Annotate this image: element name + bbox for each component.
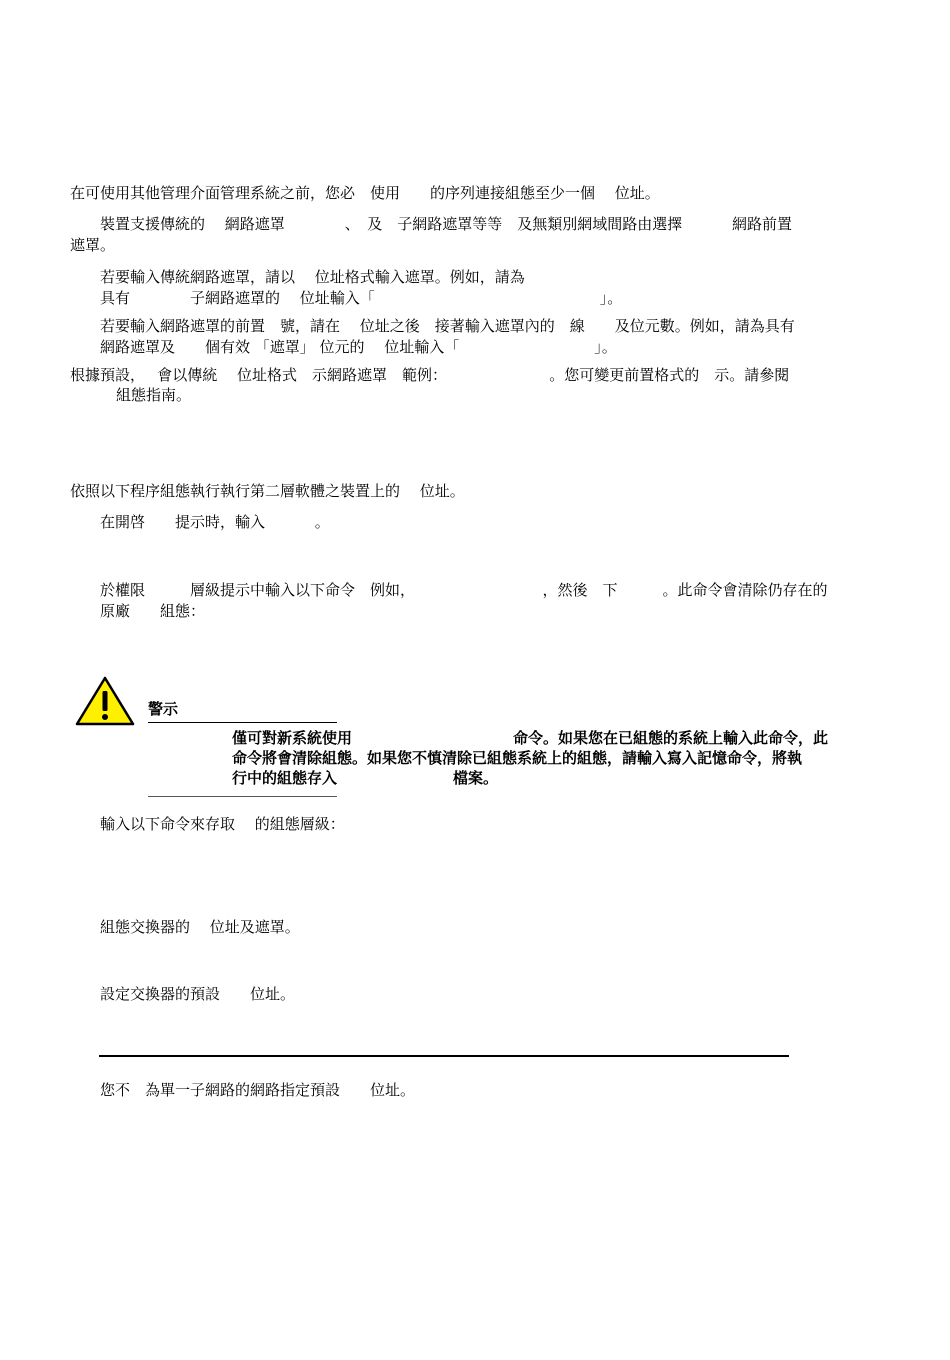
warning-line-3b: 檔案。 (453, 769, 499, 787)
bullet-prefix-mask-line-1: 若要輸入網路遮罩的前置 號，請在 位址之後 接著輸入遮罩內的 線 及位元數。例如，請為具有 (100, 317, 795, 335)
step-1: 在開啓 提示時，輸入 。 (100, 513, 330, 531)
warning-title: 警示 (148, 700, 179, 718)
step-4: 組態交換器的 位址及遮罩。 (100, 918, 300, 936)
warning-line-1b: 命令。如果您在已組態的系統上輸入此命令，此 (513, 729, 829, 747)
step-2-line-2: 原廠 組態： (100, 602, 206, 620)
warning-top-rule (148, 722, 337, 723)
procedure-intro: 依照以下程序組態執行執行第二層軟體之裝置上的 位址。 (70, 482, 465, 500)
intro-line-2a: 裝置支援傳統的 網路遮罩 、 及 子網路遮罩等等 及無類別網域間路由選擇 網路前置 (70, 215, 793, 233)
bullet-classic-mask-line-2: 具有 子網路遮罩的 位址輸入「 」。 (100, 289, 623, 307)
note-text: 您不 為單一子網路的網路指定預設 位址。 (100, 1081, 416, 1099)
default-format-line-1: 根據預設， 會以傳統 位址格式 示網路遮罩 範例： 。您可變更前置格式的 示。請參閱 (70, 366, 790, 384)
warning-line-1a: 僅可對新系統使用 (232, 729, 353, 747)
intro-line-2b: 遮罩。 (70, 236, 116, 254)
bullet-prefix-mask-line-2: 網路遮罩及 個有效 「遮罩」 位元的 位址輸入「 」。 (100, 338, 617, 356)
warning-line-3a: 行中的組態存入 (232, 769, 338, 787)
step-5: 設定交換器的預設 位址。 (100, 985, 296, 1003)
warning-bottom-rule (148, 796, 337, 797)
warning-line-2: 命令將會清除組態。如果您不慎清除已組態系統上的組態，請輸入寫入記憶命令，將執 (232, 749, 803, 767)
step-3: 輸入以下命令來存取 的組態層級： (100, 815, 345, 833)
default-format-line-2: 組態指南。 (116, 386, 192, 404)
note-divider (99, 1055, 789, 1057)
intro-line-1: 在可使用其他管理介面管理系統之前，您必 使用 的序列連接組態至少一個 位址。 (70, 184, 660, 202)
step-2-line-1: 於權限 層級提示中輸入以下命令 例如， ，然後 下 。此命令會清除仍存在的 (100, 581, 828, 599)
warning-icon (74, 675, 136, 727)
bullet-classic-mask-line-1: 若要輸入傳統網路遮罩，請以 位址格式輸入遮罩。例如，請為 (100, 268, 525, 286)
